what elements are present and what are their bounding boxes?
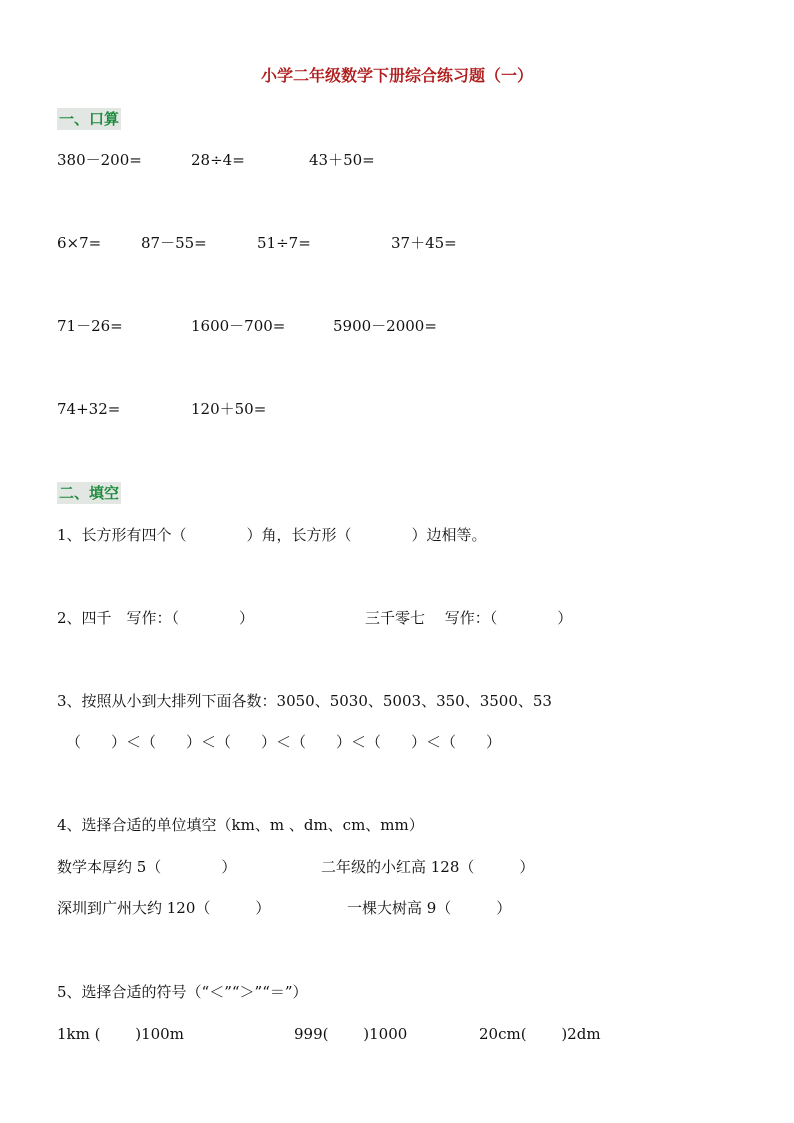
oral-item: 120＋50= — [191, 400, 267, 418]
oral-item: 6×7= — [57, 234, 102, 252]
question-4-item: 深圳到广州大约 120（ ） — [57, 899, 271, 917]
question-5-item: 20cm( )2dm — [479, 1025, 601, 1043]
question-4-item: 一棵大树高 9（ ） — [347, 899, 512, 917]
oral-item: 5900－2000= — [333, 317, 437, 335]
question-5-item: 1km ( )100m — [57, 1025, 184, 1043]
oral-item: 380－200= — [57, 151, 142, 169]
page-title: 小学二年级数学下册综合练习题（一） — [260, 66, 533, 85]
question-1: 1、长方形有四个（ ）角，长方形（ ）边相等。 — [57, 526, 487, 544]
oral-item: 1600－700= — [191, 317, 286, 335]
oral-item: 87－55= — [141, 234, 207, 252]
question-5: 5、选择合适的符号（“＜”“＞”“＝”） — [57, 983, 308, 1001]
question-3: 3、按照从小到大排列下面各数：3050、5030、5003、350、3500、53 — [57, 692, 552, 710]
question-2-part-b: 三千零七 写作：（ ） — [365, 609, 573, 627]
oral-item: 37＋45= — [391, 234, 457, 252]
question-5-item: 999( )1000 — [294, 1025, 408, 1043]
oral-item: 28÷4= — [191, 151, 245, 169]
oral-item: 71－26= — [57, 317, 123, 335]
question-4-item: 数学本厚约 5（ ） — [57, 858, 237, 876]
oral-item: 51÷7= — [257, 234, 311, 252]
oral-item: 43＋50= — [309, 151, 375, 169]
section-heading-fill: 二、填空 — [59, 484, 120, 502]
oral-item: 74+32= — [57, 400, 121, 418]
section-heading-oral: 一、口算 — [59, 110, 120, 128]
question-4-item: 二年级的小红高 128（ ） — [321, 858, 535, 876]
question-4: 4、选择合适的单位填空（km、m 、dm、cm、mm） — [57, 816, 424, 834]
question-2-part-a: 2、四千 写作：（ ） — [57, 609, 255, 627]
question-3-blanks: （ ）＜（ ）＜（ ）＜（ ）＜（ ）＜（ ） — [66, 733, 502, 751]
